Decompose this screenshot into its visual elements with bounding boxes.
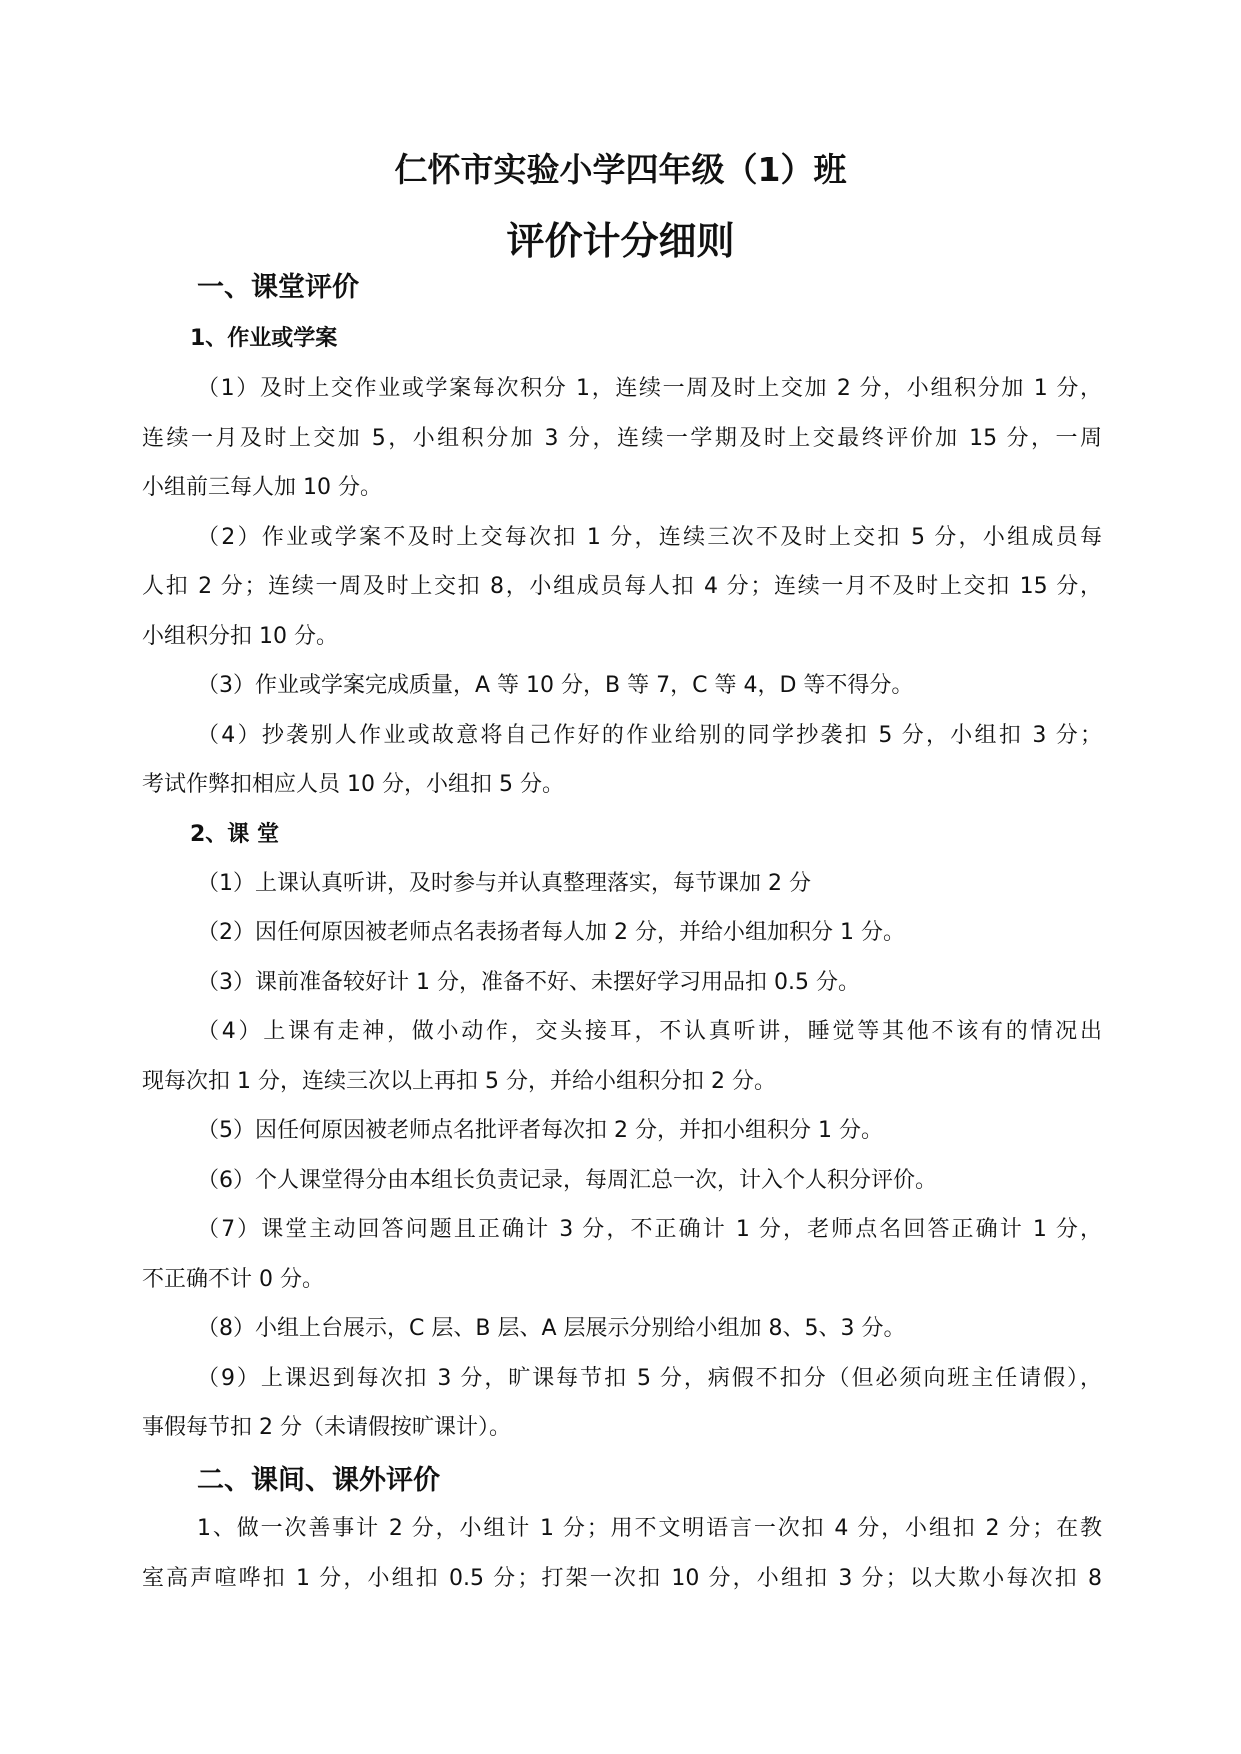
paragraph-line: （2）作业或学案不及时上交每次扣 1 分，连续三次不及时上交扣 5 分，小组成员每 <box>197 525 1102 550</box>
paragraph-line: （4）抄袭别人作业或故意将自己作好的作业给别的同学抄袭扣 5 分，小组扣 3 分； <box>197 723 1102 748</box>
paragraph-line: （1）及时上交作业或学案每次积分 1，连续一周及时上交加 2 分，小组积分加 1 分， <box>197 376 1102 401</box>
paragraph-line: 事假每节扣 2 分（未请假按旷课计）。 <box>142 1415 511 1440</box>
paragraph-line: 考试作弊扣相应人员 10 分，小组扣 5 分。 <box>142 772 564 797</box>
paragraph-line: 不正确不计 0 分。 <box>142 1267 324 1292</box>
paragraph-line: 人扣 2 分；连续一周及时上交扣 8，小组成员每人扣 4 分；连续一月不及时上交扣 15 分， <box>142 574 1102 599</box>
document-title: 仁怀市实验小学四年级（1）班 <box>394 150 847 189</box>
paragraph-line: 小组积分扣 10 分。 <box>142 624 338 649</box>
paragraph-line: （3）作业或学案完成质量，A 等 10 分，B 等 7，C 等 4，D 等不得分。 <box>197 673 914 698</box>
paragraph-line: （1）上课认真听讲，及时参与并认真整理落实，每节课加 2 分 <box>197 871 811 896</box>
paragraph-line: （4）上课有走神，做小动作，交头接耳，不认真听讲，睡觉等其他不该有的情况出 <box>197 1019 1102 1044</box>
section-heading-extracurricular: 二、课间、课外评价 <box>197 1465 440 1496</box>
document-subtitle: 评价计分细则 <box>506 219 735 263</box>
paragraph-line: （6）个人课堂得分由本组长负责记录，每周汇总一次，计入个人积分评价。 <box>197 1168 937 1193</box>
paragraph-line: 室高声喧哗扣 1 分，小组扣 0.5 分；打架一次扣 10 分，小组扣 3 分；以大欺小每次扣 8 <box>142 1566 1102 1591</box>
paragraph-line: （2）因任何原因被老师点名表扬者每人加 2 分，并给小组加积分 1 分。 <box>197 920 905 945</box>
paragraph-line: 现每次扣 1 分，连续三次以上再扣 5 分，并给小组积分扣 2 分。 <box>142 1069 776 1094</box>
paragraph-line: （8）小组上台展示，C 层、B 层、A 层展示分别给小组加 8、5、3 分。 <box>197 1316 906 1341</box>
subsection-heading-classroom: 2、课 堂 <box>190 822 279 847</box>
paragraph-line: （7）课堂主动回答问题且正确计 3 分，不正确计 1 分，老师点名回答正确计 1 分， <box>197 1217 1102 1242</box>
section-heading-classroom: 一、课堂评价 <box>197 272 359 303</box>
paragraph-line: 连续一月及时上交加 5，小组积分加 3 分，连续一学期及时上交最终评价加 15 分，一周 <box>142 426 1102 451</box>
paragraph-line: 1、做一次善事计 2 分，小组计 1 分；用不文明语言一次扣 4 分，小组扣 2 分；在教 <box>197 1516 1102 1541</box>
paragraph-line: （9）上课迟到每次扣 3 分，旷课每节扣 5 分，病假不扣分（但必须向班主任请假）， <box>197 1366 1102 1391</box>
subsection-heading-homework: 1、作业或学案 <box>190 326 338 351</box>
paragraph-line: 小组前三每人加 10 分。 <box>142 475 382 500</box>
paragraph-line: （5）因任何原因被老师点名批评者每次扣 2 分，并扣小组积分 1 分。 <box>197 1118 883 1143</box>
paragraph-line: （3）课前准备较好计 1 分，准备不好、未摆好学习用品扣 0.5 分。 <box>197 970 860 995</box>
